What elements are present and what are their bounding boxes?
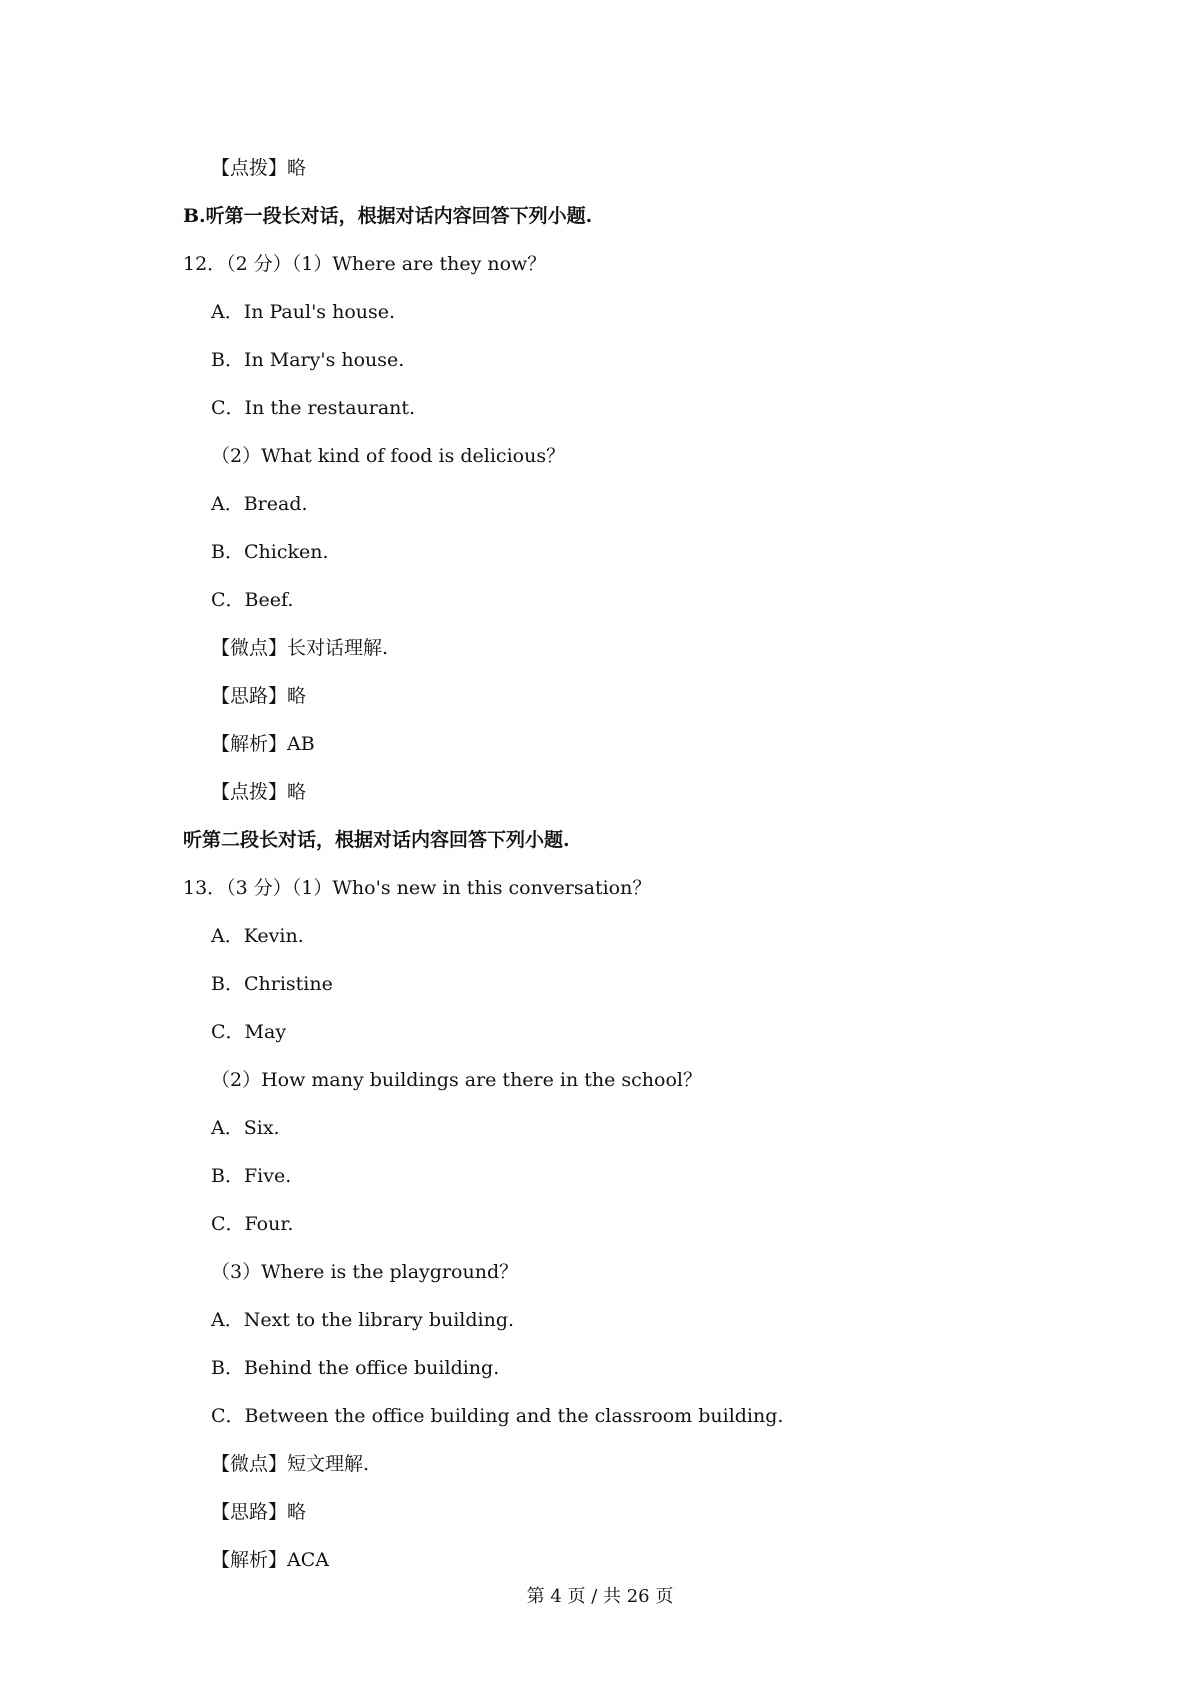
q12-silu: 【思路】略 (211, 685, 307, 707)
q13-p2-option-c: C．Four. (211, 1213, 294, 1235)
q13-stem: 13．（3 分）（1）Who's new in this conversation？ (183, 877, 652, 899)
q12-p2-option-a: A．Bread. (211, 493, 308, 515)
q13-p3-stem: （3）Where is the playground？ (211, 1261, 519, 1283)
q12-p1-option-a: A．In Paul's house. (211, 301, 396, 323)
q12-p2-option-c: C．Beef. (211, 589, 294, 611)
section-b-heading: B.听第一段长对话，根据对话内容回答下列小题. (183, 205, 593, 227)
q13-p2-option-a: A．Six. (211, 1117, 280, 1139)
q13-p3-option-a: A．Next to the library building. (211, 1309, 515, 1331)
page-footer: 第 4 页 / 共 26 页 (526, 1586, 674, 1607)
section-2-heading: 听第二段长对话，根据对话内容回答下列小题. (183, 829, 570, 851)
q11-dianbo: 【点拨】略 (211, 157, 307, 179)
q13-p1-option-c: C．May (211, 1021, 287, 1043)
q13-p3-option-b: B．Behind the office building. (211, 1357, 500, 1379)
q12-p1-option-c: C．In the restaurant. (211, 397, 416, 419)
q12-p1-option-b: B．In Mary's house. (211, 349, 405, 371)
q13-jiexi: 【解析】ACA (211, 1549, 329, 1571)
q13-weidian: 【微点】短文理解. (211, 1453, 370, 1475)
q13-p1-option-a: A．Kevin. (211, 925, 304, 947)
q12-jiexi: 【解析】AB (211, 733, 315, 755)
q13-silu: 【思路】略 (211, 1501, 307, 1523)
q13-p2-option-b: B．Five. (211, 1165, 292, 1187)
q12-dianbo: 【点拨】略 (211, 781, 307, 803)
q13-p3-option-c: C．Between the office building and the classroom building. (211, 1405, 784, 1427)
q12-stem: 12．（2 分）（1）Where are they now？ (183, 253, 547, 275)
q12-p2-option-b: B．Chicken. (211, 541, 329, 563)
q12-p2-stem: （2）What kind of food is delicious？ (211, 445, 566, 467)
q12-weidian: 【微点】长对话理解. (211, 637, 389, 659)
q13-p2-stem: （2）How many buildings are there in the school？ (211, 1069, 703, 1091)
q13-p1-option-b: B．Christine (211, 973, 333, 995)
